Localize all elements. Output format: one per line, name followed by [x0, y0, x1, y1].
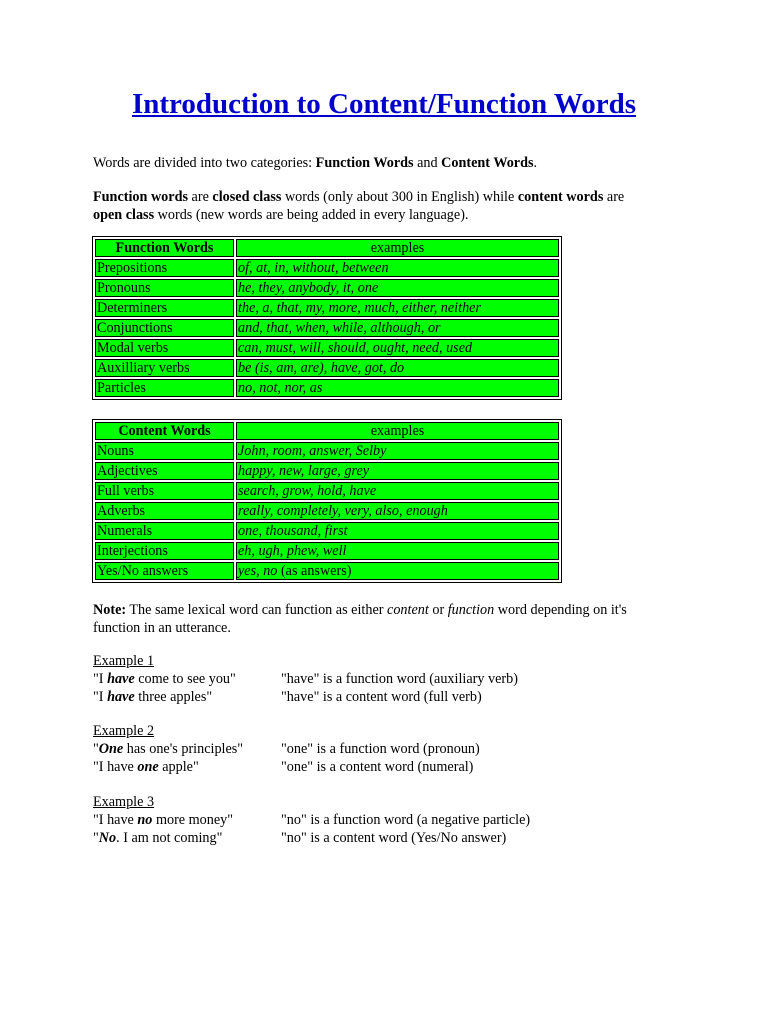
- row-category: Interjections: [95, 542, 234, 560]
- table-row: [95, 502, 559, 520]
- row-examples: [236, 522, 559, 540]
- example-sentence: [93, 758, 199, 776]
- table-header-row: [95, 239, 559, 257]
- row-category: Full verbs: [95, 482, 234, 500]
- row-examples-suffix: (as answers): [277, 563, 352, 579]
- row-examples: [236, 279, 559, 297]
- sentence-keyword-text: no: [137, 812, 153, 828]
- note-label: Note:: [93, 602, 127, 618]
- def-closed-class: closed class: [212, 189, 282, 205]
- examples-header: examples: [236, 239, 559, 257]
- page-title: Introduction to Content/Function Words: [131, 88, 637, 120]
- note-text-1: The same lexical word can function as either: [126, 602, 388, 618]
- row-examples: [236, 379, 559, 397]
- row-examples-text: the, a, that, my, more, much, either, neither: [238, 300, 481, 316]
- row-examples: [236, 502, 559, 520]
- sentence-keyword: [99, 830, 116, 846]
- example-explanation: "have" is a content word (full verb): [281, 689, 482, 705]
- sentence-keyword-text: one: [137, 759, 159, 775]
- sentence-pre: ": [93, 741, 99, 757]
- row-examples-text: and, that, when, while, although, or: [238, 320, 441, 336]
- table-row: [95, 339, 559, 357]
- note-text-3: word depending on it's function in an utterance.: [93, 602, 627, 636]
- row-examples: [236, 339, 559, 357]
- example-explanation: "no" is a content word (Yes/No answer): [281, 830, 507, 846]
- note-content: content: [387, 602, 429, 618]
- row-examples: [236, 299, 559, 317]
- row-examples-text: John, room, answer, Selby: [238, 443, 387, 459]
- table-row: [95, 442, 559, 460]
- example-explanation: "have" is a function word (auxiliary verb): [281, 671, 518, 687]
- sentence-pre: "I: [93, 671, 108, 687]
- row-category: Adjectives: [95, 462, 234, 480]
- example-sentence: [93, 740, 243, 758]
- def-open-class: open class: [93, 206, 155, 223]
- row-examples: [236, 482, 559, 500]
- sentence-pre: "I have: [93, 812, 138, 828]
- table-row: [95, 299, 559, 317]
- sentence-post: has one's principles": [123, 741, 244, 757]
- sentence-post: . I am not coming": [116, 830, 223, 846]
- intro-suffix: .: [533, 155, 538, 171]
- row-category: Particles: [95, 379, 234, 397]
- example-heading: Example 2: [93, 723, 155, 739]
- row-category: Conjunctions: [95, 319, 234, 337]
- sentence-post: three apples": [134, 689, 213, 705]
- def-text-2: words (only about 300 in English) while: [281, 189, 518, 205]
- table-row: [95, 542, 559, 560]
- row-examples: [236, 562, 559, 580]
- example-sentence: [93, 811, 233, 829]
- row-category: Adverbs: [95, 502, 234, 520]
- sentence-keyword: [107, 689, 135, 705]
- example-heading: Example 3: [93, 794, 155, 810]
- row-examples: [236, 542, 559, 560]
- row-examples-text: one, thousand, first: [238, 523, 348, 539]
- row-examples: [236, 442, 559, 460]
- row-category: Nouns: [95, 442, 234, 460]
- example-sentence: [93, 688, 212, 706]
- table-row: [95, 319, 559, 337]
- table-row: [95, 279, 559, 297]
- sentence-pre: "I have: [93, 759, 138, 775]
- row-category: Numerals: [95, 522, 234, 540]
- definition-paragraph: [93, 189, 653, 224]
- row-examples: [236, 259, 559, 277]
- table-row: [95, 379, 559, 397]
- intro-text: Words are divided into two categories:: [93, 155, 316, 171]
- row-examples-text: happy, new, large, grey: [238, 463, 370, 479]
- row-examples-text: really, completely, very, also, enough: [238, 503, 448, 519]
- function-words-header: Function Words: [95, 239, 234, 257]
- sentence-keyword: [137, 759, 158, 775]
- def-text-3: are: [603, 189, 625, 205]
- example-explanation: "one" is a function word (pronoun): [281, 741, 480, 757]
- intro-and: and: [413, 155, 442, 171]
- row-category: Determiners: [95, 299, 234, 317]
- content-words-header: Content Words: [95, 422, 234, 440]
- sentence-post: apple": [158, 759, 199, 775]
- sentence-keyword: [137, 812, 152, 828]
- def-text-4: words (new words are being added in every language).: [154, 206, 469, 223]
- table-row: [95, 482, 559, 500]
- table-row: [95, 562, 559, 580]
- intro-content-words: Content Words: [441, 155, 534, 171]
- intro-function-words: Function Words: [315, 155, 414, 171]
- sentence-pre: "I: [93, 689, 108, 705]
- row-examples-text: search, grow, hold, have: [238, 483, 377, 499]
- content-words-table: [92, 419, 562, 583]
- row-category: Prepositions: [95, 259, 234, 277]
- function-words-table: [92, 236, 562, 400]
- row-category: Pronouns: [95, 279, 234, 297]
- example-sentence: [93, 670, 236, 688]
- row-examples: [236, 359, 559, 377]
- sentence-pre: ": [93, 830, 99, 846]
- row-examples-text: eh, ugh, phew, well: [238, 543, 347, 559]
- example-explanation: "no" is a function word (a negative particle): [281, 812, 531, 828]
- table-row: [95, 359, 559, 377]
- row-examples-text: be (is, am, are), have, got, do: [238, 360, 405, 376]
- example-heading: Example 1: [93, 653, 155, 669]
- def-text-1: are: [188, 189, 213, 205]
- row-examples-text: no, not, nor, as: [238, 380, 323, 396]
- note-paragraph: [93, 602, 653, 637]
- table-row: [95, 462, 559, 480]
- table-header-row: [95, 422, 559, 440]
- row-examples-text: can, must, will, should, ought, need, used: [238, 340, 473, 356]
- sentence-post: more money": [152, 812, 234, 828]
- sentence-keyword: [107, 671, 135, 687]
- sentence-post: come to see you": [134, 671, 236, 687]
- table-row: [95, 259, 559, 277]
- def-content-words: content words: [517, 189, 604, 205]
- row-examples-text: he, they, anybody, it, one: [238, 280, 379, 296]
- sentence-keyword-text: have: [107, 671, 135, 687]
- note-function: function: [447, 602, 495, 618]
- note-text-2: or: [428, 602, 448, 618]
- sentence-keyword-text: No: [98, 830, 117, 846]
- examples-header: examples: [236, 422, 559, 440]
- intro-paragraph: [93, 155, 653, 173]
- row-examples: [236, 462, 559, 480]
- row-examples-text: yes, no: [238, 563, 278, 579]
- row-category: Auxilliary verbs: [95, 359, 234, 377]
- def-function-words: Function words: [93, 189, 188, 205]
- table-row: [95, 522, 559, 540]
- example-sentence: [93, 829, 222, 847]
- sentence-keyword-text: One: [98, 741, 124, 757]
- row-examples-text: of, at, in, without, between: [238, 260, 389, 276]
- row-category: Modal verbs: [95, 339, 234, 357]
- sentence-keyword-text: have: [107, 689, 135, 705]
- row-category: Yes/No answers: [95, 562, 234, 580]
- sentence-keyword: [99, 741, 123, 757]
- example-explanation: "one" is a content word (numeral): [281, 759, 474, 775]
- row-examples: [236, 319, 559, 337]
